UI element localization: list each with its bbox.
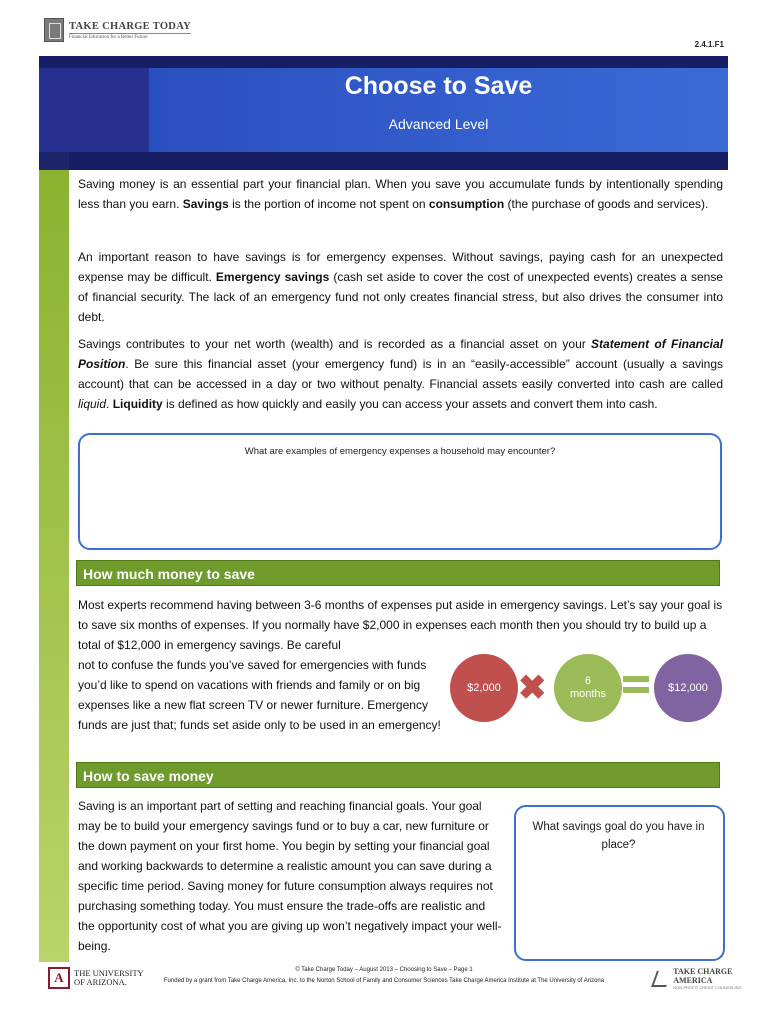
arizona-a-icon: A	[48, 967, 70, 989]
total-savings-circle: $12,000	[654, 654, 722, 722]
section1-paragraph-narrow: not to confuse the funds you’ve saved for emergencies with funds you’d like to spend on vacations with friends and family or on big expenses like a new flat screen TV or newer furniture. Emergency funds are just that; funds set aside only to be used in an emergency!	[78, 658, 441, 732]
banner-bottom-accent	[39, 152, 69, 170]
monthly-expense-circle: $2,000	[450, 654, 518, 722]
tca-mark-icon	[651, 971, 672, 987]
logo-tagline: Financial Education for a Better Future	[69, 33, 191, 40]
ua-line-2: OF ARIZONA.	[74, 977, 127, 987]
section-heading-how-to-save: How to save money	[76, 762, 720, 788]
page-subtitle: Advanced Level	[388, 116, 489, 132]
intro-paragraph-3: Savings contributes to your net worth (wealth) and is recorded as a financial asset on your Statement of Financial Position. Be sure this financial asset (your emergency fund) is in an “easily-accessible” account (usually a savings account) that can be accessed in a day or two without penalty. Financial assets easily converted into cash are called liquid. Liquidity is defined as how quickly and easily you can access your assets and convert them into cash.	[78, 337, 723, 411]
intro-paragraph-1: Saving money is an essential part your financial plan. When you save you accumulate funds by intentionally spending less than you earn. Savings is the portion of income not spent on consumption (the purchase of goods and services).	[78, 177, 723, 211]
footer-copyright: © Take Charge Today – August 2013 – Choosing to Save – Page 1	[295, 967, 473, 973]
footer-funding: Funded by a grant from Take Charge America, Inc. to the Norton School of Family and Consumer Sciences Take Charge America Institute at The University of Arizona	[163, 978, 605, 984]
ua-line-1: THE UNIVERSITY	[74, 968, 144, 978]
page-title: Choose to Save	[344, 72, 533, 100]
tca-name: TAKE CHARGE AMERICA	[673, 967, 733, 985]
multiply-icon: ✖	[518, 669, 547, 707]
equals-icon	[623, 676, 649, 698]
section2-paragraph: Saving is an important part of setting and reaching financial goals. Your goal may be to build your emergency savings fund or to buy a car, new furniture or the down payment on your first home. You begin by setting your financial goal and working backwards to determine a realistic amount you can save during a specific time period. Saving money for future consumption always requires not purchasing something today. You must ensure the trade-offs are realistic and the opportunity cost of what you are giving up won’t negatively impact your well-being.	[78, 799, 502, 953]
take-charge-america-logo	[654, 967, 768, 990]
document-code: 2.4.1.F1	[694, 40, 724, 49]
logo-name: TAKE CHARGE TODAY	[69, 20, 191, 32]
intro-paragraph-2: An important reason to have savings is for emergency expenses. Without savings, paying cash for an unexpected expense may be difficult. Emergency savings (cash set aside to cover the cost of unexpected events) creates a sense of financial security. The lack of an emergency fund not only creates financial stress, but also drives the consumer into debt.	[78, 250, 723, 324]
section1-paragraph-full: Most experts recommend having between 3-6 months of expenses put aside in emergency savings. Let’s say your goal is to save six months of expenses. If you normally have $2,000 in expenses each month then you should try to build up a total of $12,000 in emergency savings. Be careful	[78, 598, 723, 652]
logo-icon	[44, 18, 64, 42]
question-emergency-expenses: What are examples of emergency expenses a household may encounter?	[244, 446, 556, 457]
question-savings-goal: What savings goal do you have in place?	[532, 821, 705, 851]
banner-top-band	[39, 56, 728, 68]
tca-tagline: NON-PROFIT CREDIT COUNSELING	[673, 985, 742, 990]
months-circle: 6 months	[554, 654, 622, 722]
section-heading-how-much: How much money to save	[76, 560, 720, 586]
green-side-bar	[39, 170, 69, 962]
take-charge-today-logo	[44, 17, 204, 43]
university-of-arizona-logo	[48, 967, 144, 989]
banner-bottom-band	[39, 152, 728, 170]
